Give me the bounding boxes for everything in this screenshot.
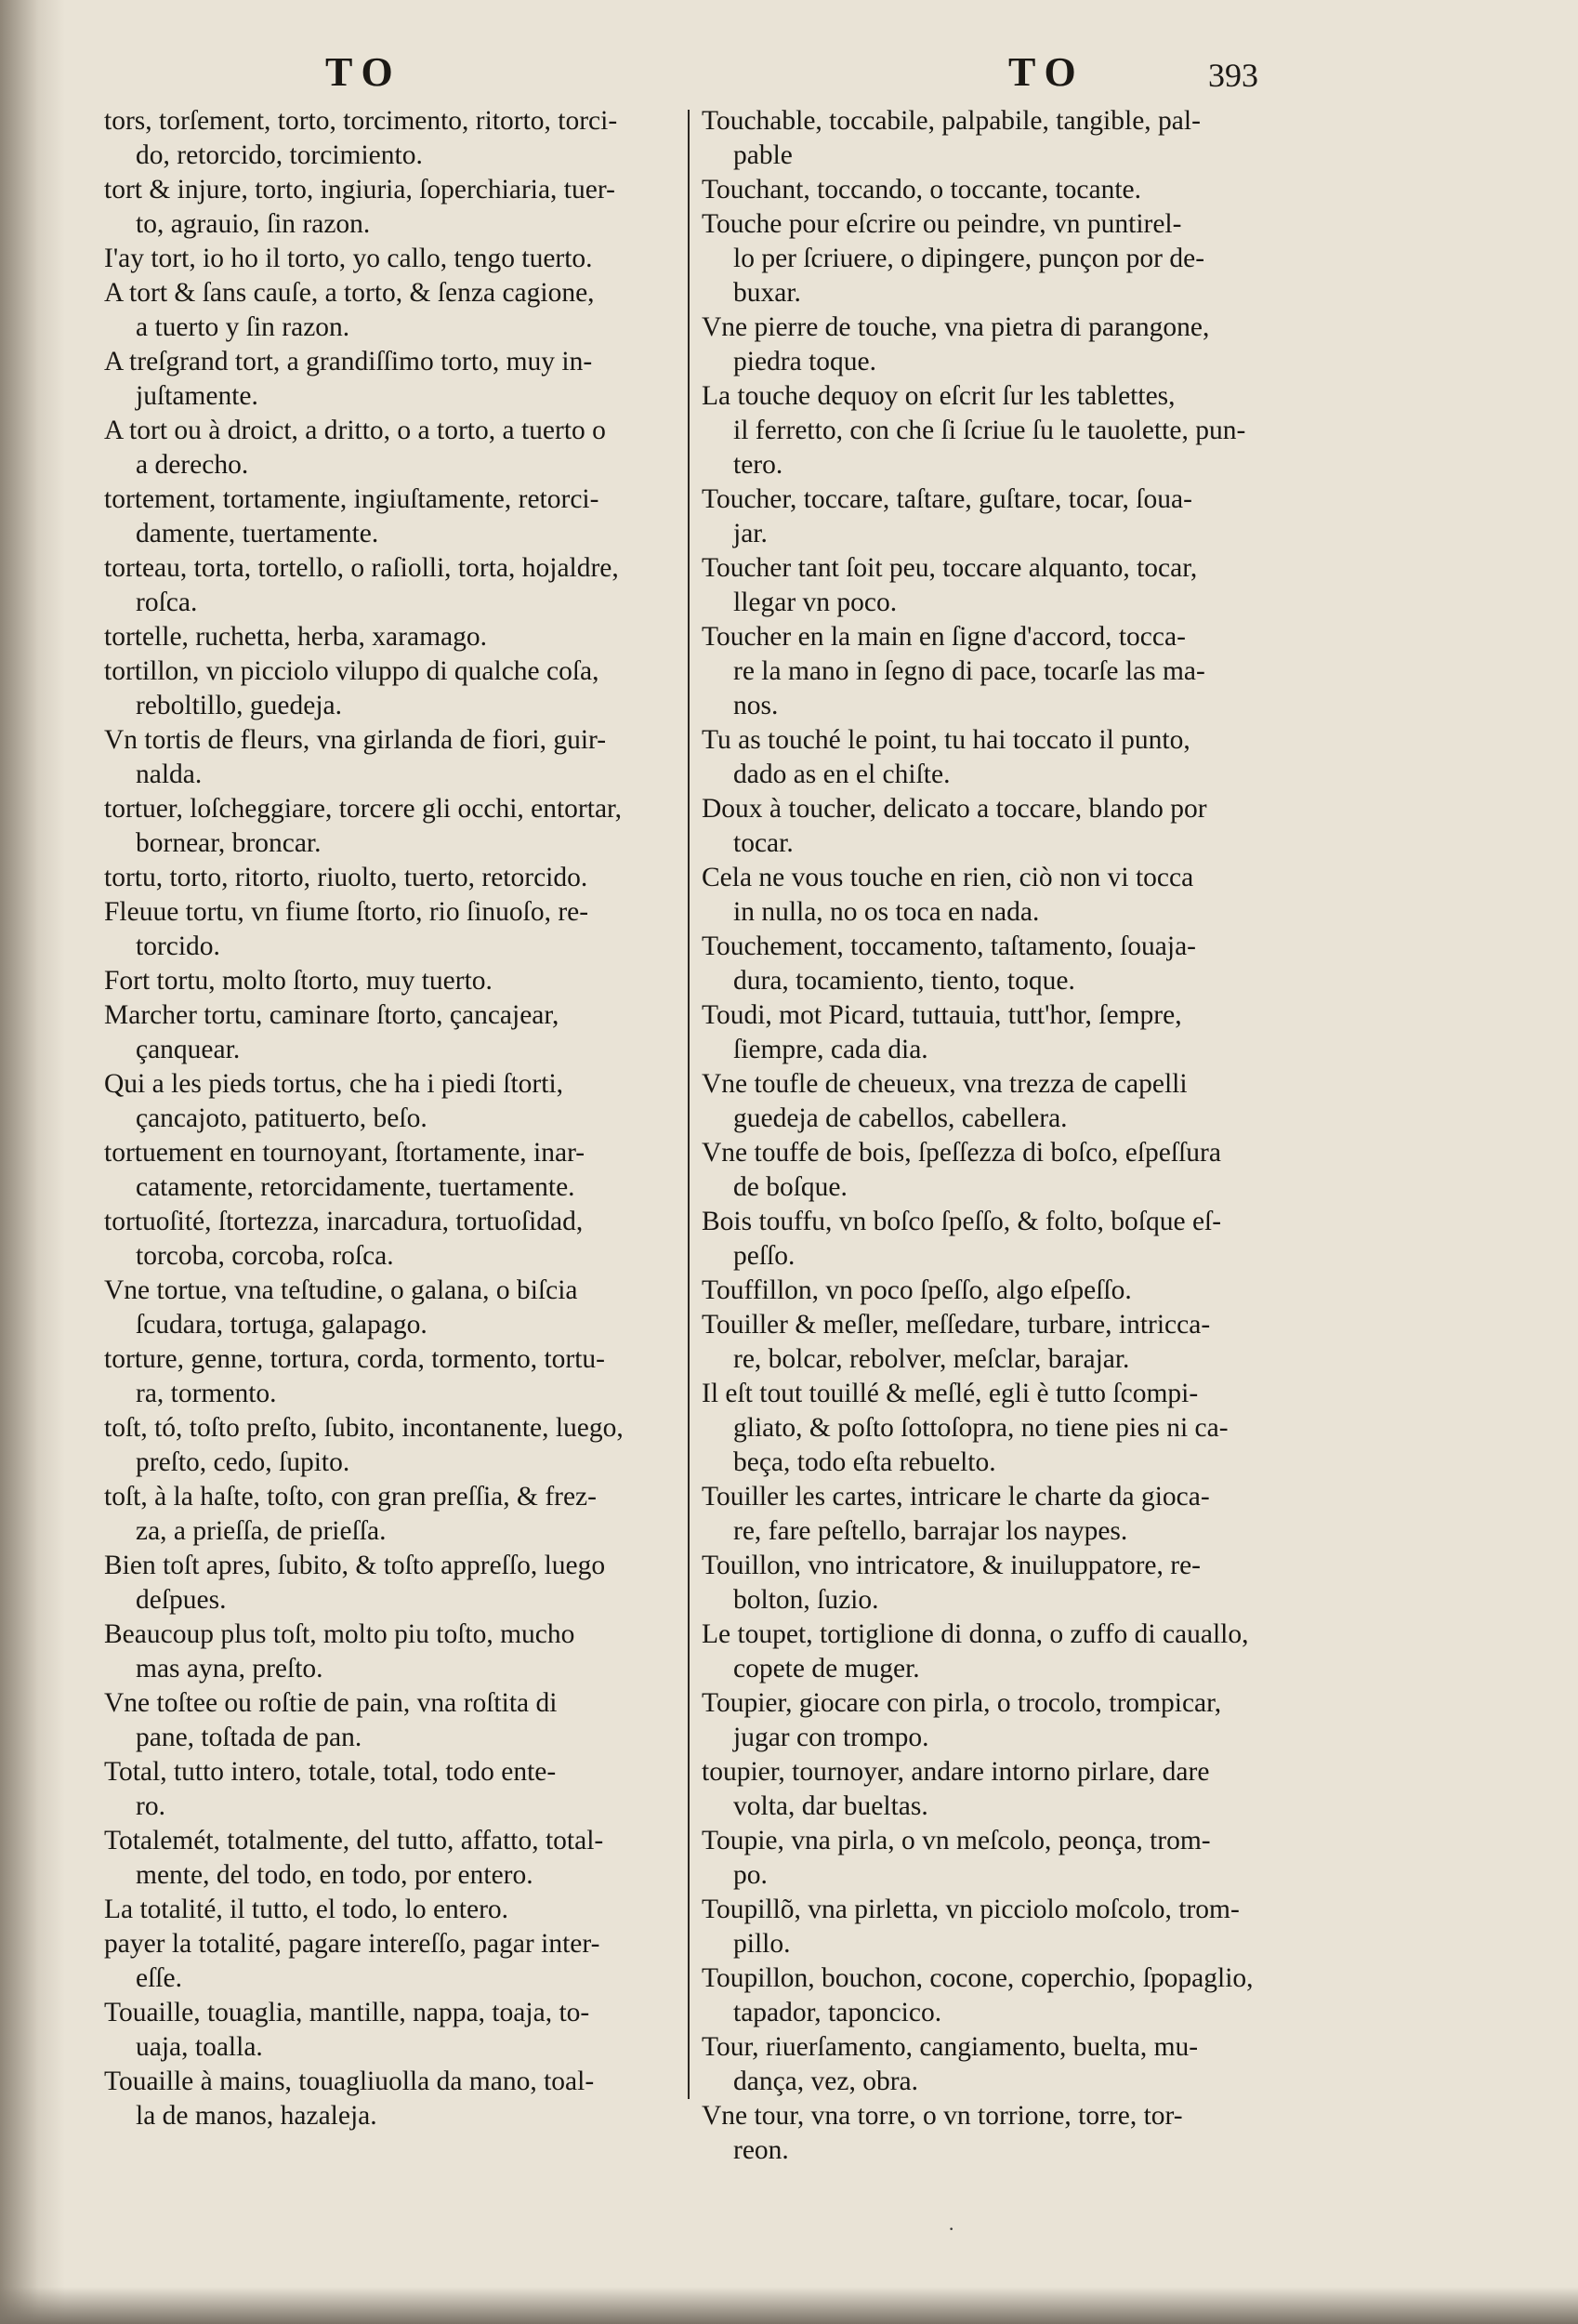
right-entry-line: dado as en el chiſte.: [733, 759, 951, 789]
right-entry-line: in nulla, no os toca en nada.: [733, 897, 1040, 927]
right-entry-line: po.: [733, 1860, 768, 1890]
right-entry-line: Vne pierre de touche, vna pietra di parangone,: [702, 312, 1210, 342]
page-bottom-shadow: [0, 2287, 1578, 2324]
right-entry-line: Il eſt tout touillé & meſlé, egli è tutto ſcompi-: [702, 1379, 1199, 1408]
left-entry-line: Vne tortue, vna teſtudine, o galana, o biſcia: [104, 1275, 578, 1305]
right-entry-line: reon.: [733, 2135, 789, 2165]
right-entry-line: Touchement, toccamento, taſtamento, ſouaja-: [702, 931, 1197, 961]
left-entry-line: çanquear.: [136, 1035, 241, 1064]
right-entry-line: Toucher, toccare, taſtare, guſtare, tocar, ſoua-: [702, 484, 1192, 514]
right-entry-line: Toucher tant ſoit peu, toccare alquanto, tocar,: [702, 553, 1198, 583]
left-entry-line: Fleuue tortu, vn fiume ſtorto, rio ſinuoſo, re-: [104, 897, 589, 927]
right-entry-line: Toupier, giocare con pirla, o trocolo, trompicar,: [702, 1688, 1222, 1718]
right-entry-line: Touffillon, vn poco ſpeſſo, algo eſpeſſo.: [702, 1275, 1132, 1305]
left-entry-line: ro.: [136, 1791, 165, 1821]
right-entry-line: Tu as touché le point, tu hai toccato il punto,: [702, 725, 1190, 755]
right-entry-line: Cela ne vous touche en rien, ciò non vi tocca: [702, 863, 1194, 892]
right-entry-line: buxar.: [733, 278, 801, 308]
left-entry-line: Fort tortu, molto ſtorto, muy tuerto.: [104, 966, 493, 996]
page-number: 393: [1208, 57, 1258, 94]
right-entry-line: Touchable, toccabile, palpabile, tangible, pal-: [702, 106, 1201, 136]
right-entry-line: Vne touffe de bois, ſpeſſezza di boſco, eſpeſſura: [702, 1138, 1221, 1168]
left-entry-line: toſt, tó, toſto preſto, ſubito, incontanente, luego,: [104, 1413, 624, 1443]
right-entry-line: dura, tocamiento, tiento, toque.: [733, 966, 1075, 996]
right-entry-line: Vne toufle de cheueux, vna trezza de capelli: [702, 1069, 1188, 1099]
right-entry-line: Tour, riuerſamento, cangiamento, buelta, mu-: [702, 2032, 1199, 2062]
left-entry-line: Marcher tortu, caminare ſtorto, çancajear,: [104, 1000, 559, 1030]
right-entry-line: Touche pour eſcrire ou peindre, vn puntirel-: [702, 209, 1182, 239]
left-entry-line: tortuer, loſcheggiare, torcere gli occhi, entortar,: [104, 794, 623, 824]
right-entry-line: Doux à toucher, delicato a toccare, blando por: [702, 794, 1207, 824]
left-entry-line: çancajoto, patituerto, beſo.: [136, 1103, 427, 1133]
left-entry-line: tortillon, vn picciolo viluppo di qualche coſa,: [104, 656, 599, 686]
left-entry-line: La totalité, il tutto, el todo, lo entero.: [104, 1895, 509, 1924]
left-entry-line: pane, toſtada de pan.: [136, 1723, 362, 1752]
left-entry-line: Touaille, touaglia, mantille, nappa, toaja, to-: [104, 1998, 590, 2027]
footer-mark: ·: [948, 2217, 955, 2240]
left-entry-line: deſpues.: [136, 1585, 227, 1615]
left-entry-line: A treſgrand tort, a grandiſſimo torto, muy in-: [104, 347, 593, 376]
right-entry-line: copete de muger.: [733, 1654, 920, 1684]
left-entry-line: tortuoſité, ſtortezza, inarcadura, tortuoſidad,: [104, 1207, 584, 1236]
left-entry-line: do, retorcido, torcimiento.: [136, 140, 423, 170]
right-entry-line: llegar vn poco.: [733, 588, 898, 617]
right-entry-line: Touillon, vno intricatore, & inuiluppatore, re-: [702, 1551, 1201, 1580]
right-entry-line: Vne tour, vna torre, o vn torrione, torre, tor-: [702, 2101, 1183, 2131]
right-entry-line: tero.: [733, 450, 783, 480]
left-entry-line: roſca.: [136, 588, 198, 617]
left-entry-line: Qui a les pieds tortus, che ha i piedi ſtorti,: [104, 1069, 564, 1099]
left-entry-line: la de manos, hazaleja.: [136, 2101, 377, 2131]
left-entry-line: mente, del todo, en todo, por entero.: [136, 1860, 533, 1890]
right-entry-line: tapador, taponcico.: [733, 1998, 942, 2027]
right-entry-line: nos.: [733, 691, 779, 720]
left-entry-line: tortelle, ruchetta, herba, xaramago.: [104, 622, 487, 652]
left-entry-line: tortu, torto, ritorto, riuolto, tuerto, retorcido.: [104, 863, 588, 892]
right-entry-line: beça, todo eſta rebuelto.: [733, 1447, 996, 1477]
left-entry-line: ra, tormento.: [136, 1379, 277, 1408]
left-entry-line: I'ay tort, io ho il torto, yo callo, tengo tuerto.: [104, 244, 593, 273]
right-entry-line: La touche dequoy on eſcrit ſur les tablettes,: [702, 381, 1176, 411]
right-entry-line: il ferretto, con che ſi ſcriue ſu le tauolette, pun-: [733, 416, 1246, 445]
left-entry-line: Touaille à mains, touagliuolla da mano, toal-: [104, 2067, 595, 2096]
right-entry-line: jar.: [733, 519, 768, 548]
left-entry-line: a tuerto y ſin razon.: [136, 312, 350, 342]
left-entry-line: Beaucoup plus toſt, molto piu toſto, mucho: [104, 1619, 575, 1649]
left-entry-line: Total, tutto intero, totale, total, todo ente-: [104, 1757, 557, 1787]
left-entry-line: mas ayna, preſto.: [136, 1654, 323, 1684]
right-entry-line: Toupie, vna pirla, o vn meſcolo, peonça, trom-: [702, 1826, 1211, 1855]
left-entry-line: torcoba, corcoba, roſca.: [136, 1241, 394, 1271]
left-column: [104, 104, 680, 2133]
right-entry-line: jugar con trompo.: [733, 1723, 929, 1752]
left-entry-line: Vne toſtee ou roſtie de pain, vna roſtita di: [104, 1688, 558, 1718]
right-entry-line: peſſo.: [733, 1241, 796, 1271]
left-entry-line: tors, torſement, torto, torcimento, ritorto, torci-: [104, 106, 618, 136]
page-edge-shadow: [0, 0, 65, 2324]
right-entry-line: volta, dar bueltas.: [733, 1791, 928, 1821]
right-entry-line: Bois touffu, vn boſco ſpeſſo, & folto, boſque eſ-: [702, 1207, 1222, 1236]
right-entry-line: ſiempre, cada dia.: [733, 1035, 928, 1064]
left-entry-line: Bien toſt apres, ſubito, & toſto appreſſo, luego: [104, 1551, 606, 1580]
left-entry-line: reboltillo, guedeja.: [136, 691, 342, 720]
column-rule: [688, 110, 690, 2099]
running-head-left: TO: [325, 49, 402, 95]
right-entry-line: re la mano in ſegno di pace, tocarſe las ma-: [733, 656, 1205, 686]
left-entry-line: Vn tortis de fleurs, vna girlanda de fiori, guir-: [104, 725, 607, 755]
right-entry-line: dança, vez, obra.: [733, 2067, 919, 2096]
right-entry-line: Touiller & meſler, meſſedare, turbare, intricca-: [702, 1310, 1211, 1340]
left-entry-line: ſcudara, tortuga, galapago.: [136, 1310, 427, 1340]
left-entry-line: preſto, cedo, ſupito.: [136, 1447, 350, 1477]
left-entry-line: za, a prieſſa, de prieſſa.: [136, 1516, 387, 1546]
left-entry-line: Totalemét, totalmente, del tutto, affatto, total-: [104, 1826, 604, 1855]
left-entry-line: juſtamente.: [136, 381, 258, 411]
left-entry-line: A tort & ſans cauſe, a torto, & ſenza cagione,: [104, 278, 595, 308]
left-entry-line: tortuement en tournoyant, ſtortamente, inar-: [104, 1138, 585, 1168]
left-entry-line: bornear, broncar.: [136, 828, 322, 858]
running-head-right: TO: [1008, 49, 1085, 95]
left-entry-line: a derecho.: [136, 450, 249, 480]
left-entry-line: torcido.: [136, 931, 220, 961]
right-entry-line: re, fare peſtello, barrajar los naypes.: [733, 1516, 1128, 1546]
right-entry-line: toupier, tournoyer, andare intorno pirlare, dare: [702, 1757, 1210, 1787]
left-entry-line: A tort ou à droict, a dritto, o a torto, a tuerto o: [104, 416, 606, 445]
right-entry-line: Toucher en la main en ſigne d'accord, tocca-: [702, 622, 1186, 652]
left-entry-line: toſt, à la haſte, toſto, con gran preſſia, & frez-: [104, 1482, 597, 1512]
right-entry-line: re, bolcar, rebolver, meſclar, barajar.: [733, 1344, 1130, 1374]
left-entry-line: payer la totalité, pagare intereſſo, pagar inter-: [104, 1929, 600, 1959]
right-entry-line: pillo.: [733, 1929, 791, 1959]
left-entry-line: to, agrauio, ſin razon.: [136, 209, 371, 239]
right-entry-line: Toudi, mot Picard, tuttauia, tutt'hor, ſempre,: [702, 1000, 1182, 1030]
right-entry-line: Touchant, toccando, o toccante, tocante.: [702, 175, 1142, 205]
left-entry-line: torteau, torta, tortello, o raſiolli, torta, hojaldre,: [104, 553, 619, 583]
left-entry-line: tortement, tortamente, ingiuſtamente, retorci-: [104, 484, 599, 514]
right-entry-line: piedra toque.: [733, 347, 876, 376]
left-entry-line: torture, genne, tortura, corda, tormento, tortu-: [104, 1344, 606, 1374]
right-entry-line: tocar.: [733, 828, 794, 858]
right-entry-line: lo per ſcriuere, o dipingere, punçon por de-: [733, 244, 1205, 273]
left-entry-line: uaja, toalla.: [136, 2032, 263, 2062]
right-entry-line: gliato, & poſto ſottoſopra, no tiene pies ni ca-: [733, 1413, 1229, 1443]
left-entry-line: damente, tuertamente.: [136, 519, 379, 548]
right-entry-line: Touiller les cartes, intricare le charte da gioca-: [702, 1482, 1210, 1512]
right-entry-line: guedeja de cabellos, cabellera.: [733, 1103, 1068, 1133]
right-entry-line: Le toupet, tortiglione di donna, o zuffo di cauallo,: [702, 1619, 1249, 1649]
right-entry-line: Toupillõ, vna pirletta, vn picciolo moſcolo, trom-: [702, 1895, 1240, 1924]
left-entry-line: catamente, retorcidamente, tuertamente.: [136, 1172, 575, 1202]
left-entry-line: eſſe.: [136, 1963, 182, 1993]
right-entry-line: de boſque.: [733, 1172, 848, 1202]
right-column: [702, 104, 1296, 2168]
right-entry-line: pable: [733, 140, 793, 170]
left-entry-line: tort & injure, torto, ingiuria, ſoperchiaria, tuer-: [104, 175, 615, 205]
right-entry-line: bolton, ſuzio.: [733, 1585, 879, 1615]
right-entry-line: Toupillon, bouchon, cocone, coperchio, ſpopaglio,: [702, 1963, 1254, 1993]
left-entry-line: nalda.: [136, 759, 203, 789]
